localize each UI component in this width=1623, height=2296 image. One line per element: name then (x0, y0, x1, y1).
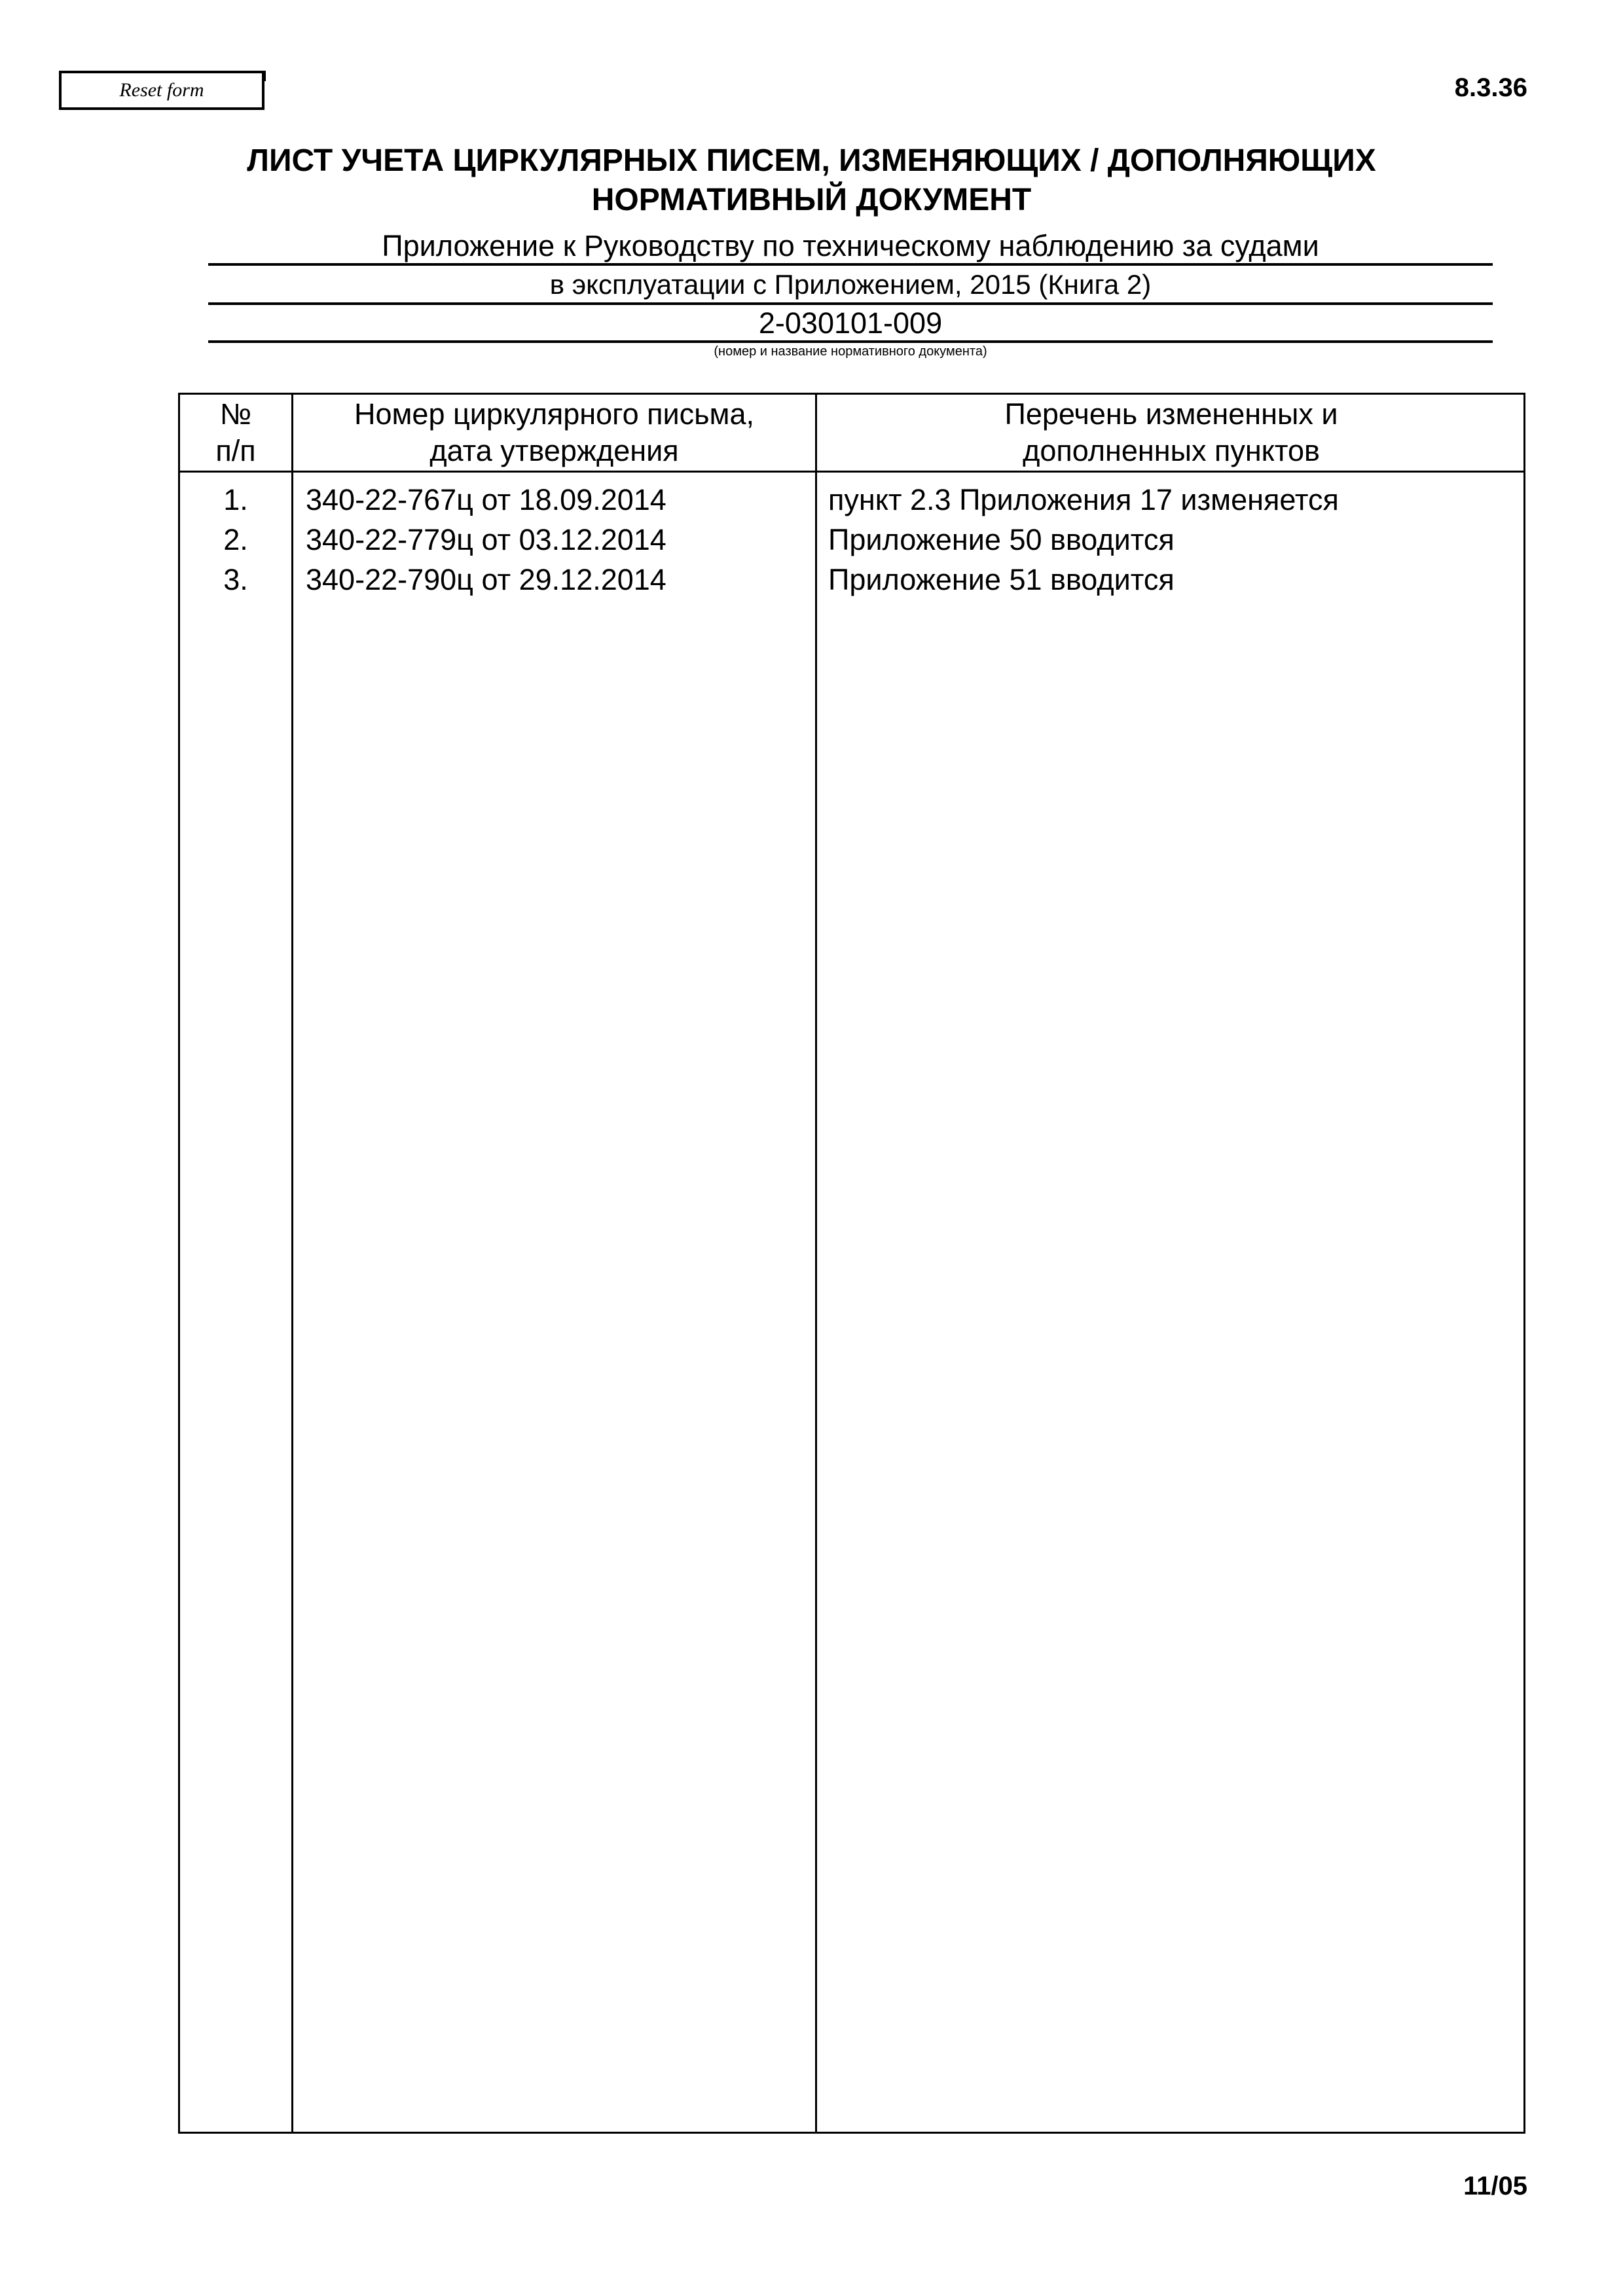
row-changes[interactable]: Приложение 51 вводится (828, 563, 1175, 596)
header-number-line-2: п/п (215, 434, 256, 467)
header-letter (293, 395, 815, 471)
row-number[interactable]: 3. (223, 563, 248, 596)
circular-letters-table (178, 393, 1525, 2134)
table-row (180, 560, 1523, 600)
row-letter[interactable]: 340-22-767ц от 18.09.2014 (306, 483, 666, 516)
table-header-divider (180, 471, 1523, 473)
document-number[interactable]: 2-030101-009 (208, 305, 1493, 343)
document-name-line-1[interactable]: Приложение к Руководству по техническому наблюдению за судами (208, 226, 1493, 266)
title-line-1: ЛИСТ УЧЕТА ЦИРКУЛЯРНЫХ ПИСЕМ, ИЗМЕНЯЮЩИХ / ДОПОЛНЯЮЩИХ (247, 143, 1376, 178)
document-name-line-2[interactable]: в эксплуатации с Приложением, 2015 (Книга 2) (208, 266, 1493, 305)
header-letter-line-2: дата утверждения (429, 434, 679, 467)
row-number[interactable]: 1. (223, 483, 248, 516)
table-body (180, 480, 1523, 600)
title-line-2: НОРМАТИВНЫЙ ДОКУМЕНТ (591, 183, 1032, 217)
reset-form-button[interactable]: Reset form (59, 71, 264, 110)
header-number (180, 395, 291, 471)
row-letter[interactable]: 340-22-779ц от 03.12.2014 (306, 523, 666, 556)
table-row (180, 480, 1523, 520)
form-code: 8.3.36 (1454, 73, 1527, 102)
header-number-line-1: № (219, 397, 252, 431)
header-changes (817, 395, 1525, 471)
table-column-divider (815, 395, 817, 2132)
table-column-divider (291, 395, 293, 2132)
document-field-caption: (номер и название нормативного документа) (714, 344, 987, 359)
header-letter-line-1: Номер циркулярного письма, (354, 397, 755, 431)
row-changes[interactable]: Приложение 50 вводится (828, 523, 1175, 556)
header-changes-line-2: дополненных пунктов (1023, 434, 1320, 467)
reset-button-tick (263, 71, 266, 81)
row-changes[interactable]: пункт 2.3 Приложения 17 изменяется (828, 483, 1339, 516)
header-changes-line-1: Перечень измененных и (1004, 397, 1338, 431)
page-number: 11/05 (1463, 2172, 1527, 2200)
row-letter[interactable]: 340-22-790ц от 29.12.2014 (306, 563, 666, 596)
table-row (180, 520, 1523, 560)
row-number[interactable]: 2. (223, 523, 248, 556)
page-title (131, 141, 1492, 220)
